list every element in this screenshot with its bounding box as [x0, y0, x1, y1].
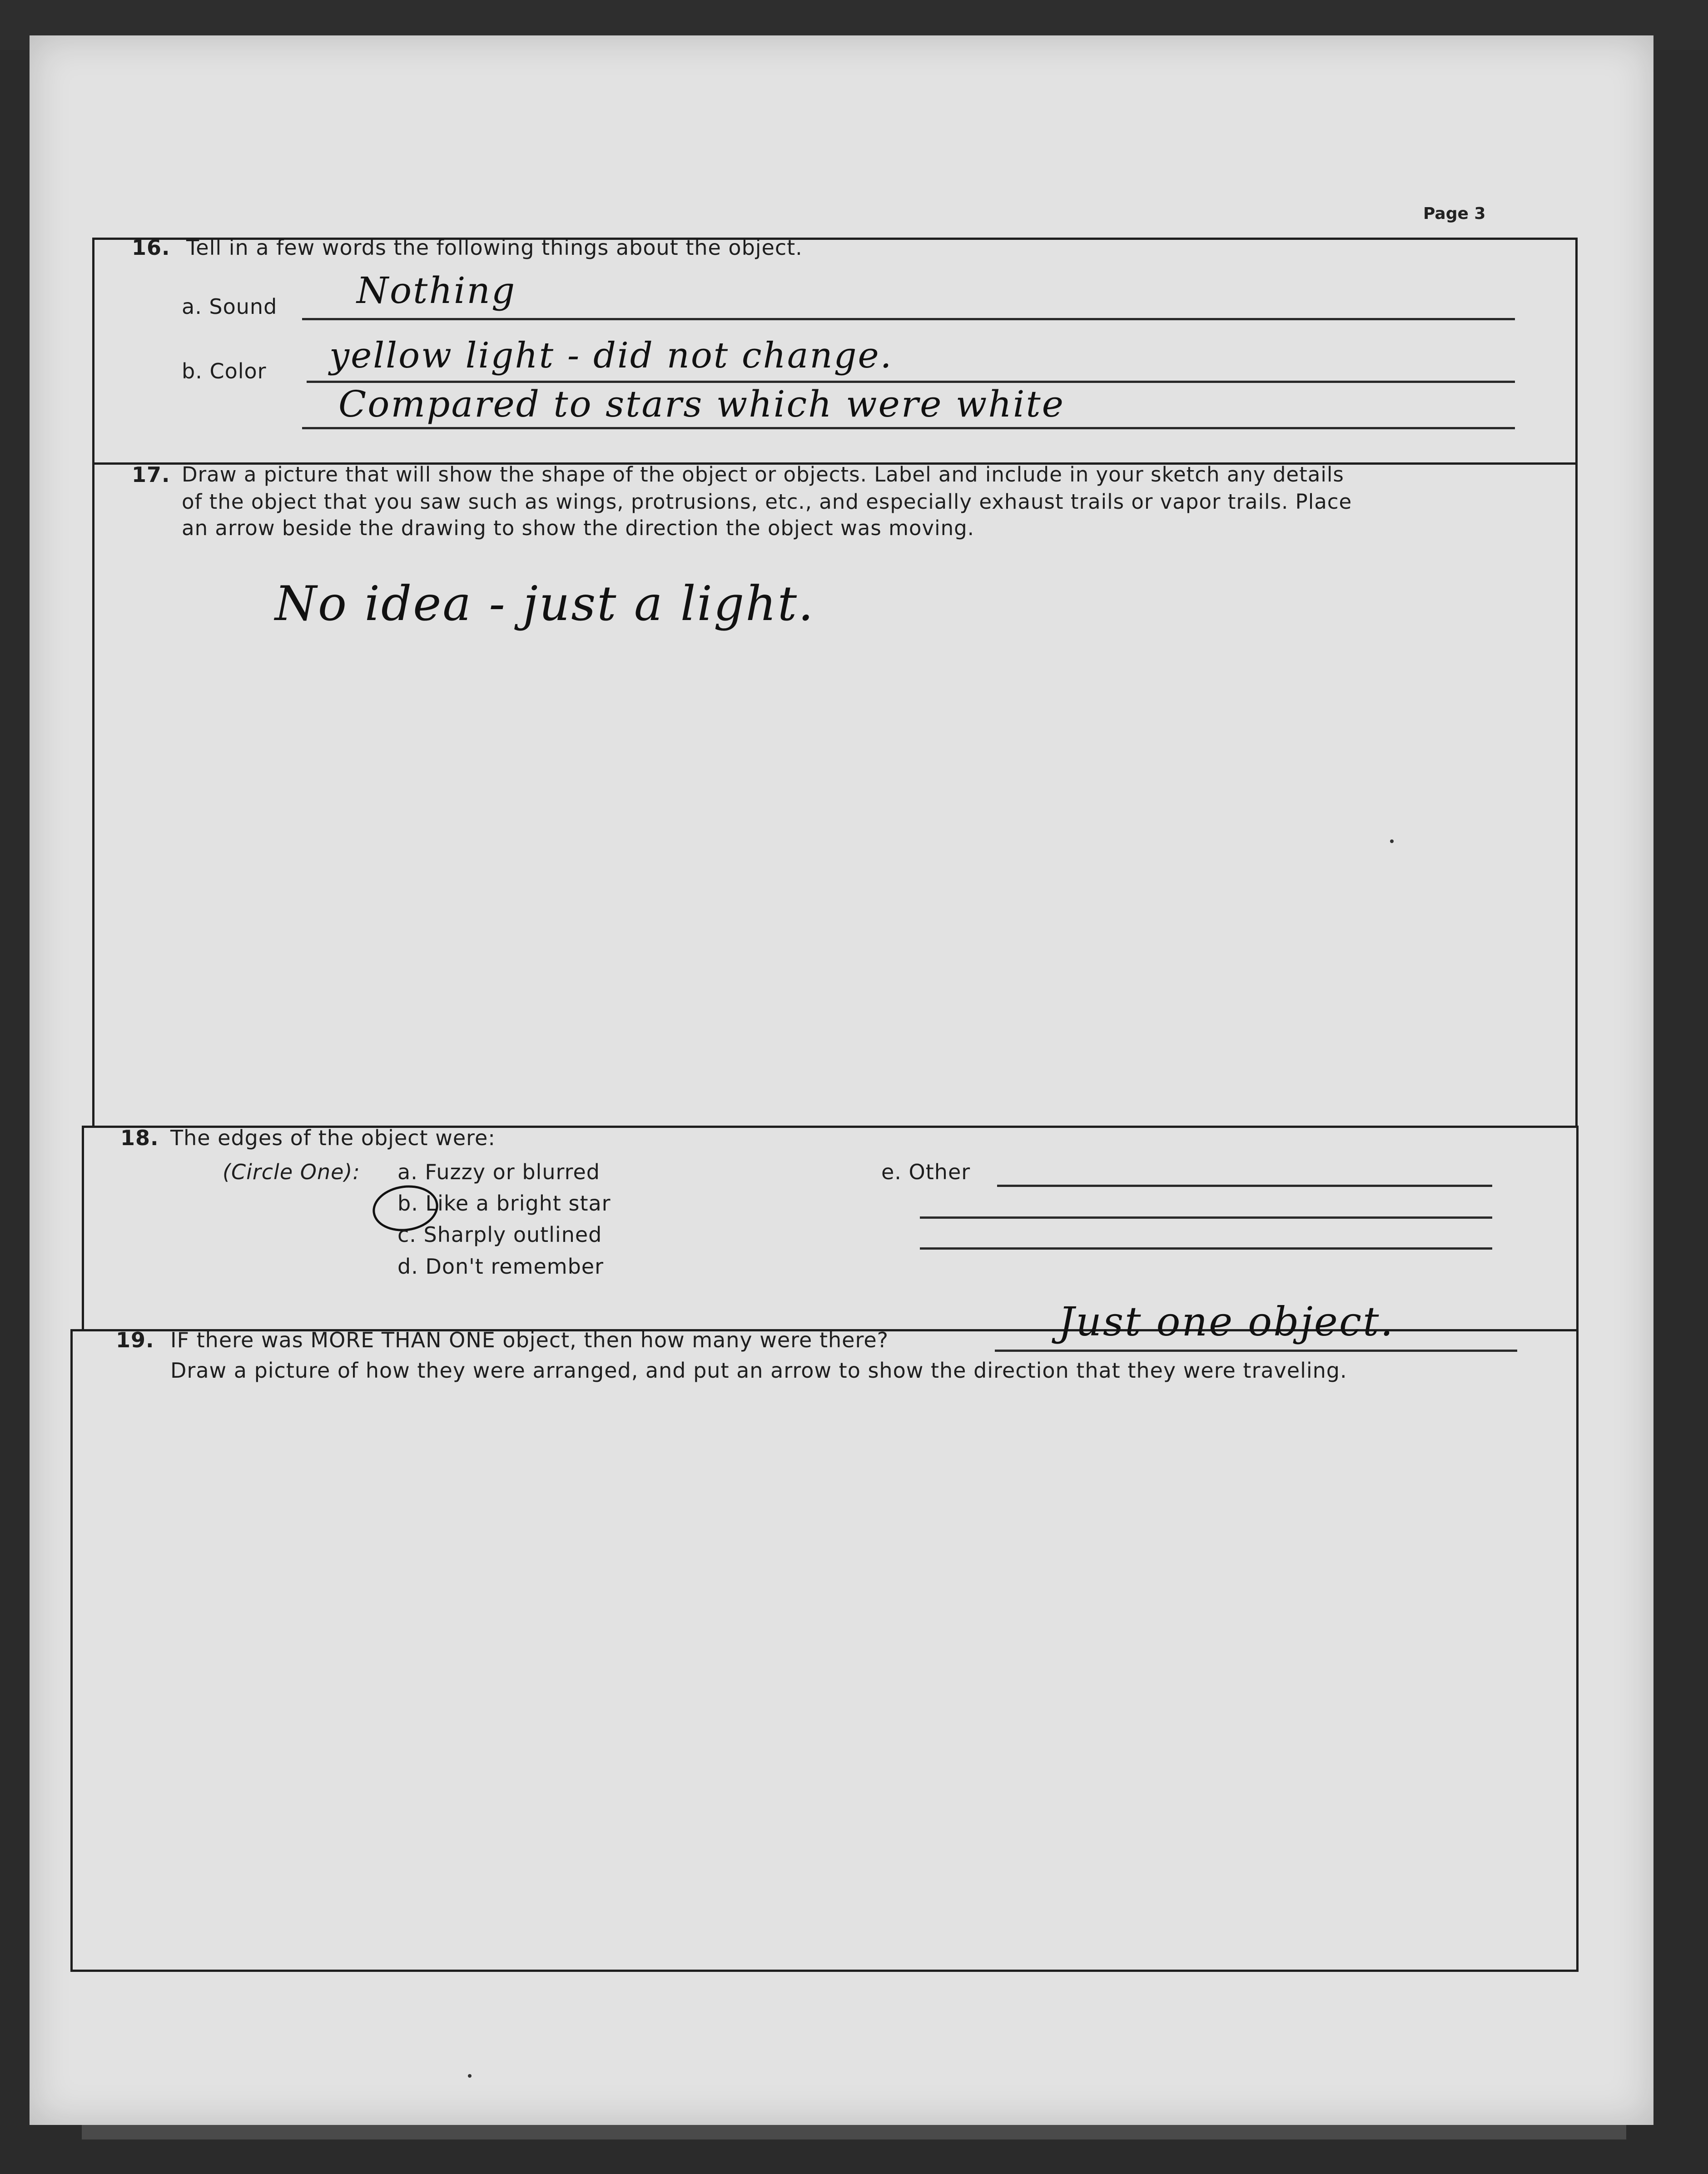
q18-other-line-3 [920, 1247, 1492, 1250]
q18-other-line-2 [920, 1216, 1492, 1219]
q18-option-c[interactable]: c. Sharply outlined [397, 1222, 602, 1247]
q16-color-answer-2[interactable]: Compared to stars which were white [338, 383, 1065, 425]
q18-circle-one: (Circle One): [223, 1160, 360, 1184]
q16-number: 16. [132, 235, 170, 260]
q19-count-line [995, 1350, 1517, 1352]
page-number: Page 3 [1423, 204, 1486, 223]
q16-sound-answer[interactable]: Nothing [357, 269, 516, 312]
q17-line-1: Draw a picture that will show the shape of the object or objects. Label and include in your sketch any details [182, 462, 1344, 486]
paper-speck [468, 2074, 472, 2078]
q18-prompt: The edges of the object were: [170, 1126, 496, 1150]
q18-other-line-1 [997, 1185, 1492, 1187]
q19-prompt-part2: object, then how many were there? [495, 1328, 889, 1352]
q19-number: 19. [116, 1328, 154, 1352]
q17-line-2: of the object that you saw such as wings, protrusions, etc., and especially exhaust trails or vapor trails. Place [182, 490, 1352, 514]
q19-prompt [170, 1328, 889, 1352]
q16-sound-line [302, 318, 1515, 320]
q17-number: 17. [132, 462, 170, 487]
q18-option-a[interactable]: a. Fuzzy or blurred [397, 1160, 600, 1184]
q18-option-b[interactable]: b. Like a bright star [397, 1191, 611, 1216]
section-17 [92, 462, 1578, 1127]
form-content [30, 35, 1653, 2125]
q17-line-3: an arrow beside the drawing to show the direction the object was moving. [182, 516, 974, 540]
q19-prompt-part1: IF there was [170, 1328, 311, 1352]
q19-line-2: Draw a picture of how they were arranged, and put an arrow to show the direction that they were traveling. [170, 1358, 1347, 1383]
q16-prompt: Tell in a few words the following things about the object. [186, 235, 803, 260]
q16-color-line-2 [302, 427, 1515, 429]
q19-prompt-emphasis: MORE THAN ONE [310, 1328, 496, 1352]
section-19 [70, 1329, 1579, 1972]
q16-sound-label: a. Sound [182, 294, 278, 319]
q17-answer[interactable]: No idea - just a light. [275, 576, 815, 631]
paper-speck [1390, 839, 1394, 843]
q18-number: 18. [120, 1126, 159, 1150]
q16-color-label: b. Color [182, 359, 267, 383]
q18-other-label: e. Other [881, 1160, 971, 1184]
q16-color-answer-1[interactable]: yellow light - did not change. [329, 335, 893, 376]
q18-option-d[interactable]: d. Don't remember [397, 1254, 604, 1279]
form-page [30, 35, 1653, 2125]
q19-answer[interactable]: Just one object. [1058, 1298, 1395, 1345]
